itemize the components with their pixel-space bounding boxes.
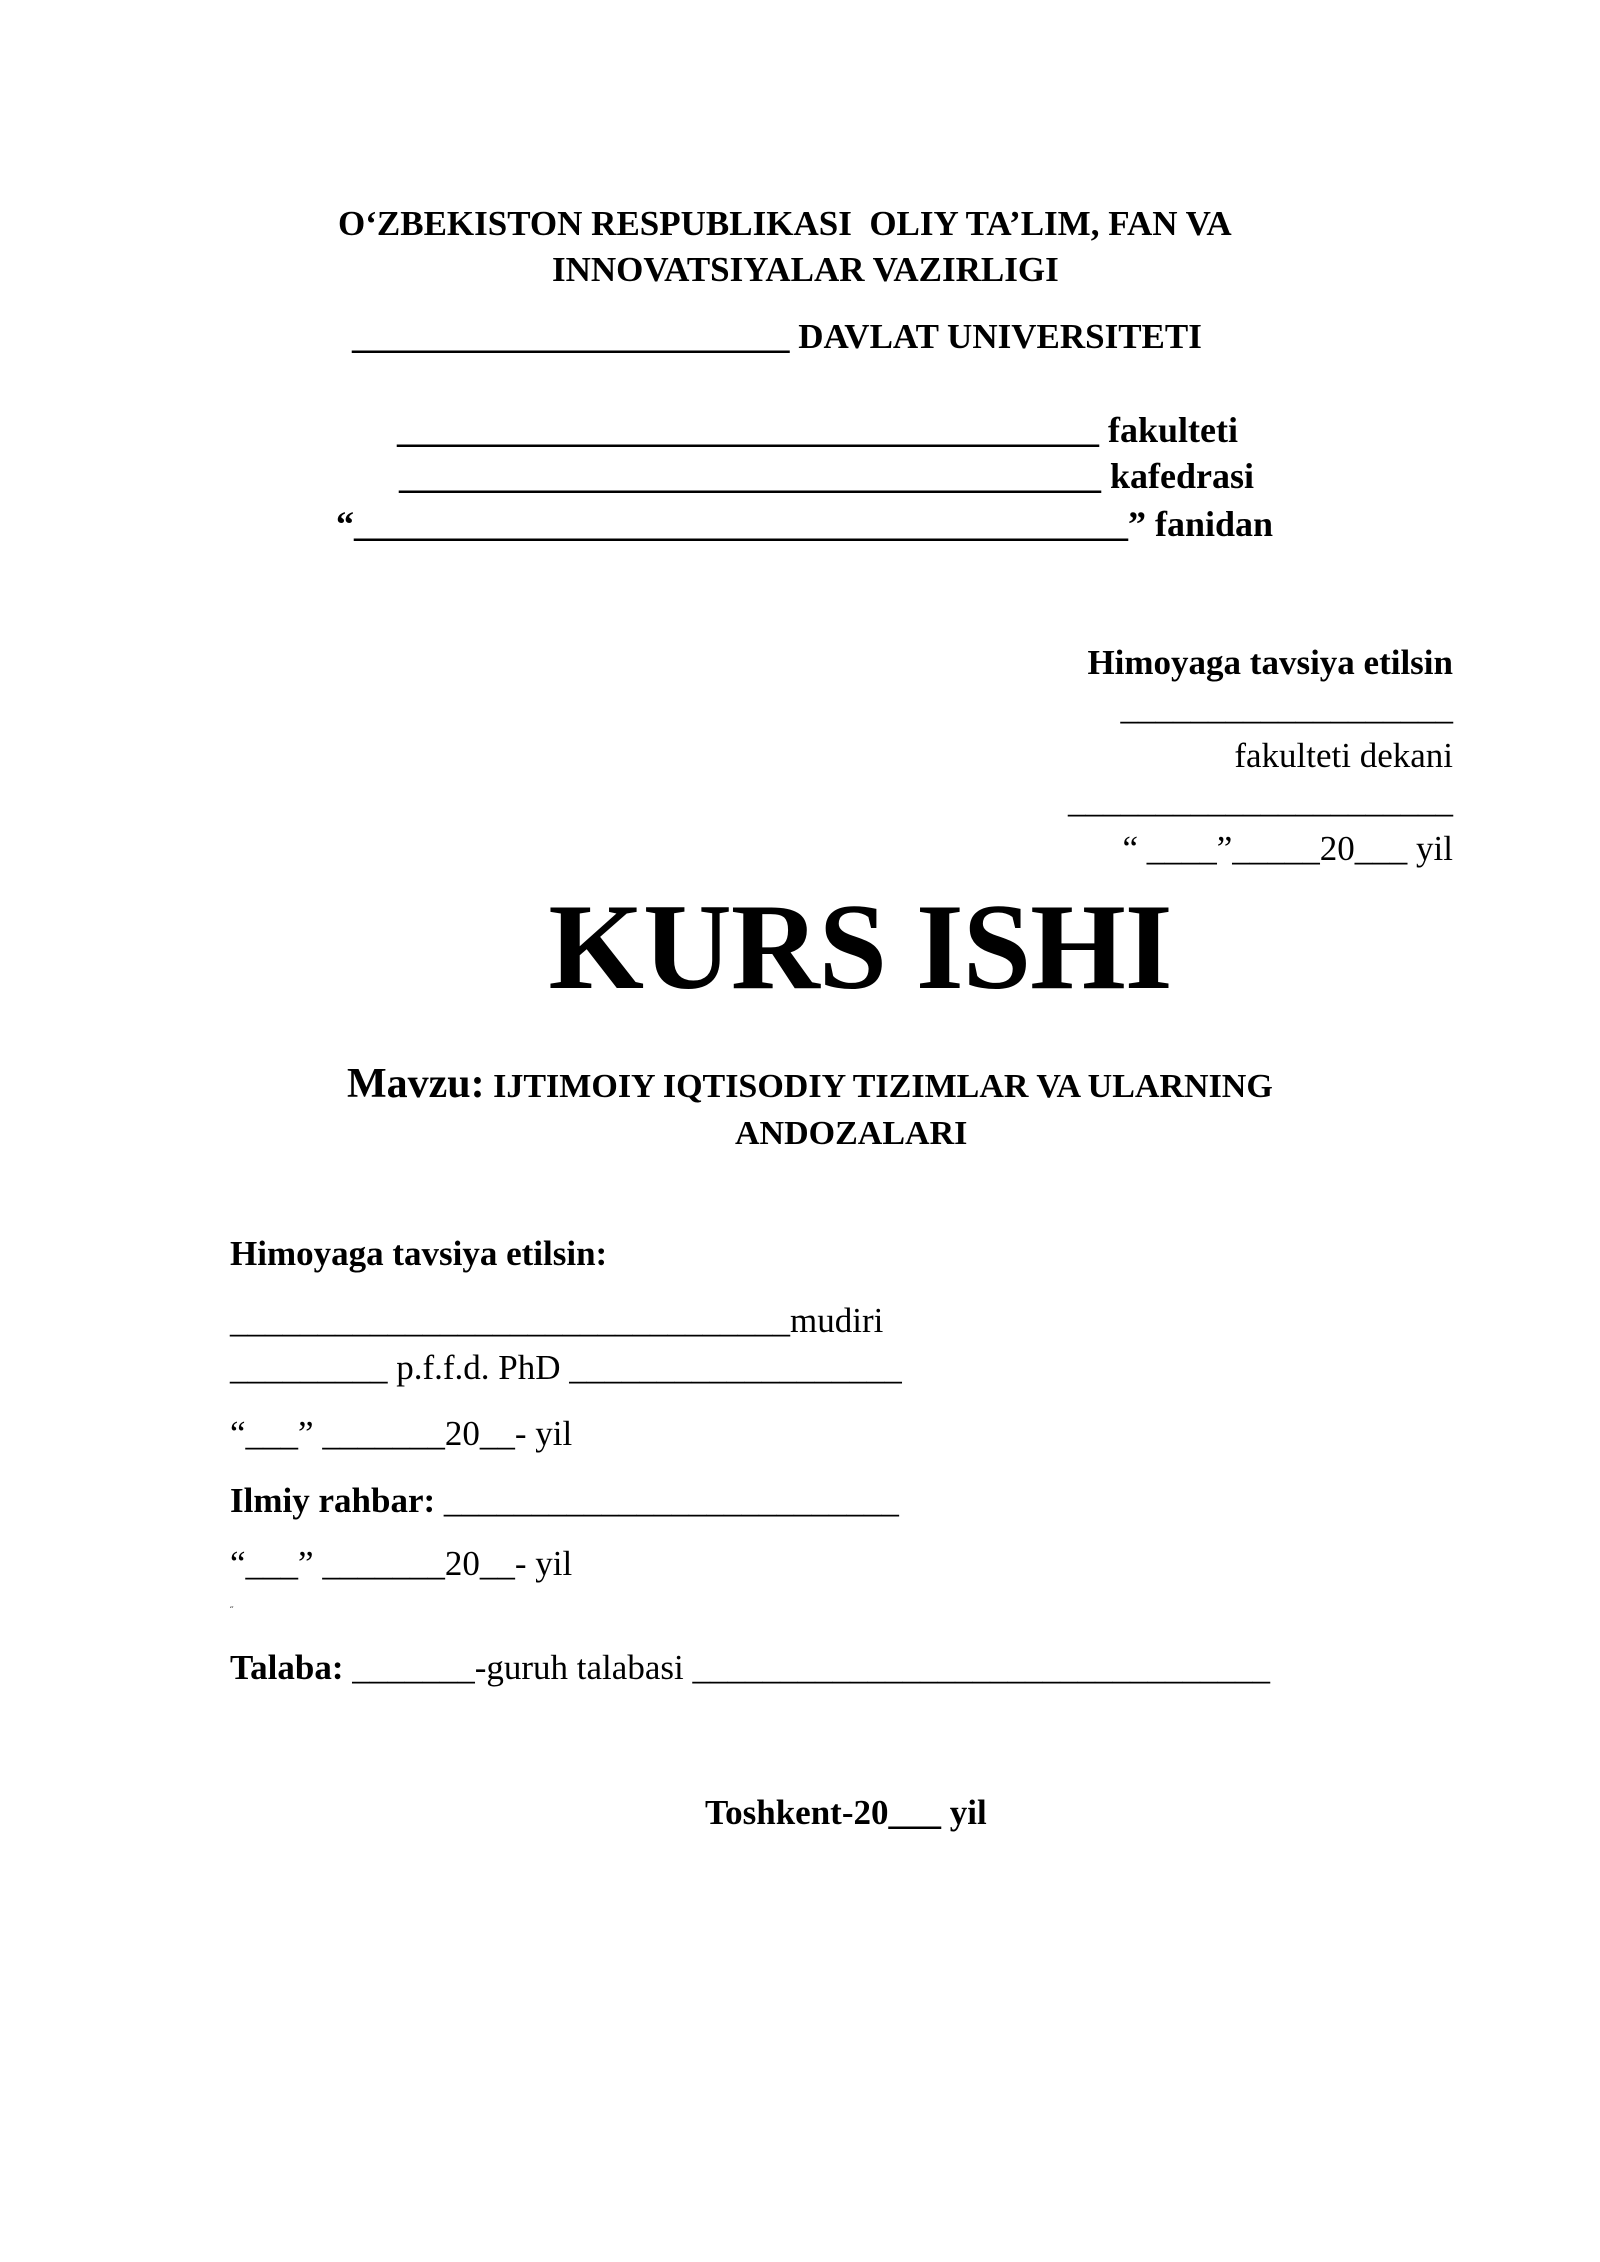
dean-approval-title: Himoyaga tavsiya etilsin	[1087, 643, 1453, 682]
supervisor-line	[230, 1483, 899, 1518]
supervisor-date: “___” _______20__- yil	[230, 1544, 573, 1583]
city-year: Toshkent-20___ yil	[705, 1793, 987, 1832]
subject-line: “___________________________________________” fanidan	[336, 504, 1274, 544]
dean-signature-line: ___________________	[1120, 688, 1453, 727]
university-name: _________________________ DAVLAT UNIVERSITETI	[352, 317, 1202, 356]
topic-prefix: Mavzu:	[347, 1061, 485, 1107]
topic-line-2: ANDOZALARI	[735, 1115, 968, 1152]
department-approval-title: Himoyaga tavsiya etilsin:	[230, 1234, 608, 1273]
student-details: _______-guruh talabasi _________________________________	[343, 1648, 1270, 1687]
faculty-line: _______________________________________ fakulteti	[397, 410, 1238, 450]
dean-approval-date: “ ____”_____20___ yil	[1122, 829, 1453, 868]
topic-line-1	[347, 1063, 1273, 1105]
department-approval-date: “___” _______20__- yil	[230, 1414, 573, 1453]
stray-mark: ˝	[230, 1606, 234, 1617]
department-line: _______________________________________ kafedrasi	[399, 456, 1254, 496]
ministry-name-line-2: INNOVATSIYALAR VAZIRLIGI	[552, 250, 1059, 289]
department-head-line: ________________________________mudiri	[230, 1301, 884, 1340]
topic-text: IJTIMOIY IQTISODIY TIZIMLAR VA ULARNING	[484, 1068, 1273, 1105]
supervisor-label: Ilmiy rahbar:	[230, 1481, 436, 1520]
department-head-degree-line: _________ p.f.f.d. PhD ___________________	[230, 1348, 902, 1387]
ministry-name-line-1: O‘ZBEKISTON RESPUBLIKASI OLIY TA’LIM, FAN VA	[338, 204, 1232, 243]
student-line	[230, 1650, 1270, 1685]
dean-name-line: ______________________	[1068, 781, 1453, 820]
student-label: Talaba:	[230, 1648, 344, 1687]
document-type-title: KURS ISHI	[548, 878, 1172, 1015]
dean-role: fakulteti dekani	[1234, 736, 1453, 775]
supervisor-name-line: __________________________	[435, 1481, 899, 1520]
